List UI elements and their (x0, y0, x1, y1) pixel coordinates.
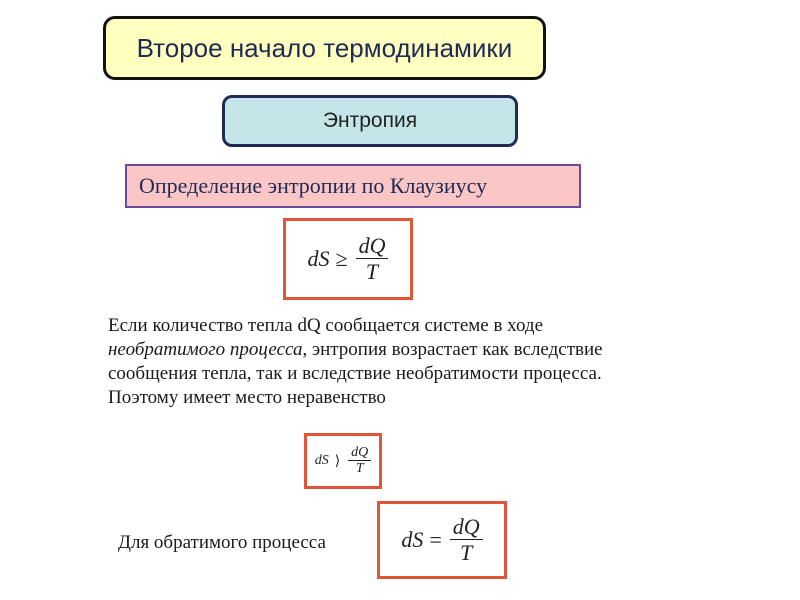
paragraph-line-4: Поэтому имеет место неравенство (108, 387, 386, 408)
formula-operator: ≥ (335, 246, 348, 271)
fraction-numerator: dQ (348, 445, 371, 461)
fraction-denominator: T (355, 461, 364, 477)
fraction-numerator: dQ (450, 515, 483, 540)
title-box (103, 16, 546, 80)
formula-fraction (356, 234, 389, 284)
subtitle-box (222, 95, 518, 147)
paragraph-line-1: Если количество тепла dQ сообщается системе в ходе (108, 315, 544, 336)
formula-operator: = (429, 527, 442, 552)
paragraph-line-2 (108, 338, 708, 362)
clausius-formula (283, 218, 413, 300)
slide-subtitle: Энтропия (322, 109, 418, 132)
formula-fraction (450, 515, 483, 565)
formula-lhs: dS (401, 527, 424, 552)
fraction-denominator: T (460, 539, 473, 565)
reversible-process-label: Для обратимого процесса (118, 532, 326, 553)
inequality-formula (304, 433, 382, 489)
definition-text: Определение энтропии по Клаузиусу (139, 173, 488, 198)
fraction-numerator: dQ (356, 234, 389, 259)
formula-operator: ⟩ (334, 453, 341, 469)
formula-lhs: dS (307, 246, 330, 271)
explanation-paragraph (108, 314, 708, 410)
definition-box (125, 164, 581, 208)
formula-fraction (348, 445, 371, 477)
irreversible-process-term: необратимого процесса (108, 339, 303, 360)
slide-title: Второе начало термодинамики (136, 32, 513, 63)
reversible-formula (377, 501, 507, 579)
fraction-denominator: T (365, 258, 379, 284)
paragraph-line-2-rest: , энтропия возрастает как вследствие (302, 339, 603, 360)
paragraph-line-3: сообщения тепла, так и вследствие необратимости процесса. (108, 363, 602, 384)
formula-lhs: dS (314, 453, 329, 468)
